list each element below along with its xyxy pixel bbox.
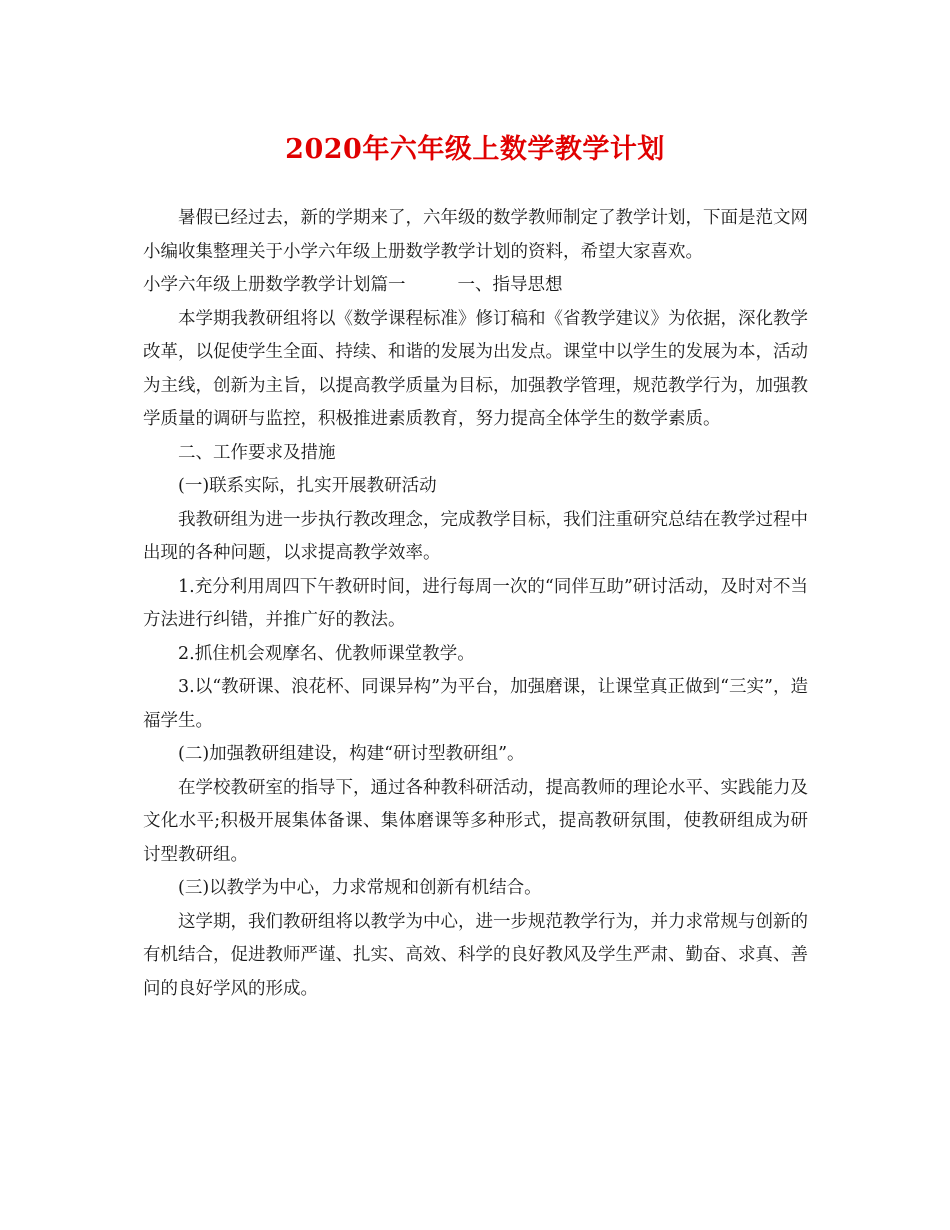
- paragraph-intro: 暑假已经过去，新的学期来了，六年级的数学教师制定了教学计划，下面是范文网小编收集整理关于小学六年级上册数学教学计划的资料，希望大家喜欢。: [143, 208, 808, 262]
- document-body: [143, 202, 808, 1006]
- paragraph-guiding-thought: 本学期我教研组将以《数学课程标准》修订稿和《省教学建议》为依据，深化教学改革，以促使学生全面、持续、和谐的发展为出发点。课堂中以学生的发展为本，活动为主线，创新为主旨，以提高教学质量为目标，加强教学管理，规范教学行为，加强教学质量的调研与监控，积极推进素质教育，努力提高全体学生的数学素质。: [143, 308, 808, 429]
- section-heading-article: 小学六年级上册数学教学计划篇一: [143, 275, 406, 295]
- list-item-2: 2.抓住机会观摩名、优教师课堂教学。: [178, 643, 475, 664]
- document-title: 2020年六年级上数学教学计划: [285, 134, 665, 165]
- heading-subsection-1: (一)联系实际，扎实开展教研活动: [178, 476, 437, 496]
- paragraph-subsection-1: 我教研组为进一步执行教改理念，完成教学目标，我们注重研究总结在教学过程中出现的各种问题，以求提高教学效率。: [143, 509, 808, 563]
- list-item-3: 3.以“教研课、浪花杯、同课异构”为平台，加强磨课，让课堂真正做到“三实”，造福学生。: [143, 677, 808, 731]
- list-item-1: 1.充分利用周四下午教研时间，进行每周一次的“同伴互助”研讨活动，及时对不当方法进行纠错，并推广好的教法。: [143, 576, 808, 630]
- paragraph-subsection-3: 这学期，我们教研组将以教学为中心，进一步规范教学行为，并力求常规与创新的有机结合，促进教师严谨、扎实、高效、科学的良好教风及学生严肃、勤奋、求真、善问的良好学风的形成。: [143, 911, 808, 999]
- heading-subsection-2: (二)加强教研组建设，构建“研讨型教研组”。: [178, 744, 525, 764]
- paragraph-subsection-2: 在学校教研室的指导下，通过各种教科研活动，提高教师的理论水平、实践能力及文化水平;积极开展集体备课、集体磨课等多种形式，提高教研氛围，使教研组成为研讨型教研组。: [143, 777, 808, 865]
- section-heading-line: [143, 269, 808, 303]
- heading-work-requirements: 二、工作要求及措施: [178, 442, 336, 463]
- heading-subsection-3: (三)以教学为中心，力求常规和创新有机结合。: [178, 878, 542, 898]
- section-heading-guiding-thought: 一、指导思想: [457, 275, 563, 295]
